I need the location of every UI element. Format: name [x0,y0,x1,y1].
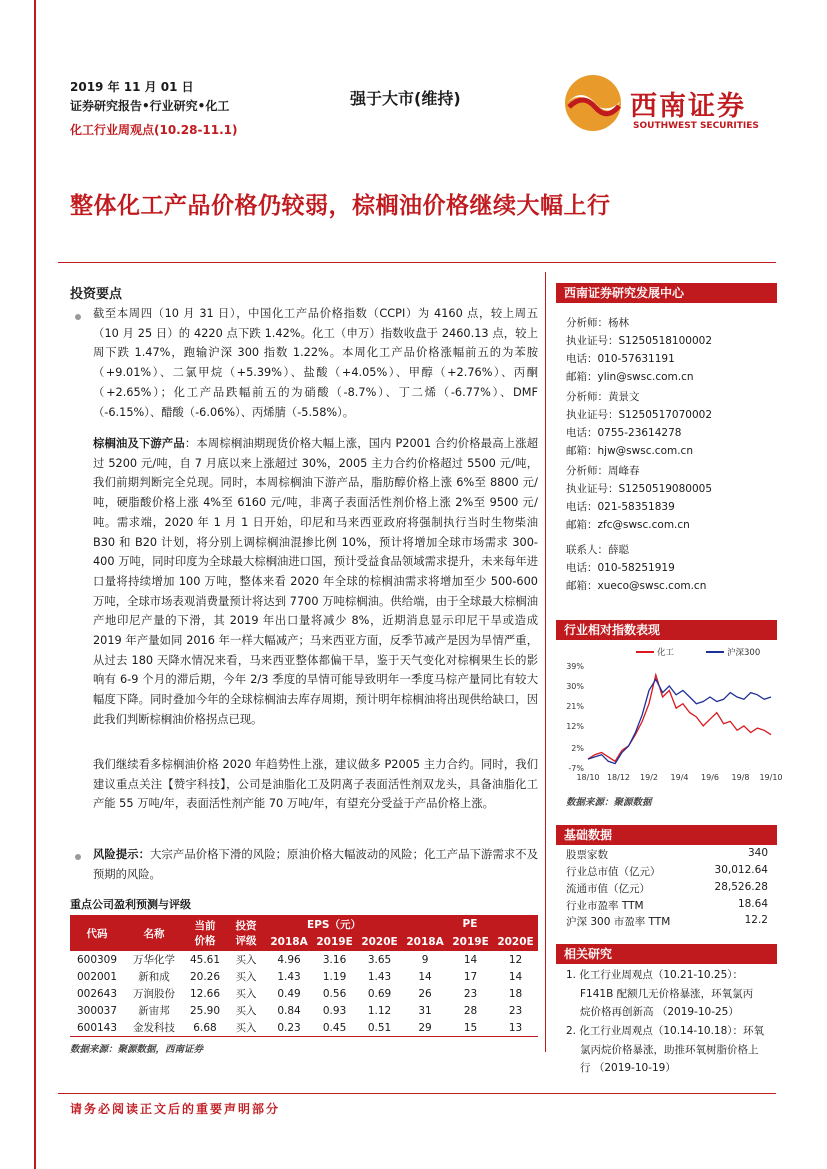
th-year: 2018A [402,933,448,951]
th-year: 2020E [357,933,402,951]
forecast-table [70,915,538,1037]
left-margin-rule [34,0,36,1169]
risk-lead: 风险提示： [93,848,151,861]
analyst-license: 执业证号：S1250519080005 [566,483,713,495]
table-row: 600309 万华化学 45.61 买入 4.96 3.16 3.65 9 14 12 [76,953,523,966]
rating: 强于大市(维持) [350,89,461,108]
x-tick-label: 19/8 [731,773,750,782]
risk-paragraph [93,845,538,884]
th-year: 2020E [493,933,538,951]
report-category: 证券研究报告•行业研究•化工 [70,99,230,113]
analyst-email[interactable]: 邮箱：hjw@swsc.com.cn [566,445,693,457]
analyst-name: 分析师：杨林 [566,317,629,329]
analyst-email[interactable]: 邮箱：ylin@swsc.com.cn [566,371,694,383]
risk-text: 大宗产品价格下滑的风险；原油价格大幅波动的风险；化工产品下游需求不及预期的风险。 [93,848,538,881]
th-year: 2019E [312,933,357,951]
footer-divider [58,1093,776,1094]
th-year: 2018A [266,933,312,951]
palm-oil-paragraph [93,434,538,730]
section-title: 投资要点 [70,287,123,302]
y-tick-label: 30% [566,681,584,691]
logo-text-en: SOUTHWEST SECURITIES [633,121,759,131]
chart-source: 数据来源：聚源数据 [566,797,652,808]
series-line [588,679,771,763]
report-title: 整体化工产品价格仍较弱，棕榈油价格继续大幅上行 [70,193,611,219]
summary-paragraph: 截至本周四（10 月 31 日），中国化工产品价格指数（CCPI）为 4160 点，较上周五（10 月 25 日）的 4220 点下跌 1.42%。化工（申万）指数收盘于 2460.13 点，较上周下跌 1.47%，跑输沪深 300 指数 1.22%。本周化工产品价格涨幅前五的为苯胺（+9.01%）、二氯甲烷（+5.39%）、盐酸（+4.05%）、甲醇（+2.76%）、丙酮（+2.65%）；化工产品跌幅前五的为硝酸（-8.7%）、丁二烯（-6.77%）、DMF（-6.15%）、醋酸（-6.06%）、丙烯腈（-5.58%）。 [93,307,538,419]
th-eps: EPS（元） [266,915,402,933]
analyst-name: 分析师：黄景文 [566,391,640,403]
analyst-license: 执业证号：S1250517070002 [566,409,713,421]
y-tick-label: 39% [566,662,584,671]
x-tick-label: 19/4 [670,773,689,782]
th-name: 名称 [124,915,184,951]
analyst-email[interactable]: 邮箱：zfc@swsc.com.cn [566,519,690,531]
x-tick-label: 18/10 [576,773,600,782]
y-tick-label: -7% [568,764,584,773]
table-row: 300037 新宙邦 25.90 买入 0.84 0.93 1.12 31 28 23 [76,1004,523,1017]
th-pe: PE [402,915,538,933]
analyst-phone: 电话：0755-23614278 [566,427,682,439]
contact-name: 联系人：薛聪 [566,544,629,556]
analyst-phone: 电话：021-58351839 [566,501,675,513]
table-row: 002001 新和成 20.26 买入 1.43 1.19 1.43 14 17 14 [76,970,523,983]
y-tick-label: 21% [566,701,584,711]
basic-row: 股票家数 340 [566,847,768,861]
basic-data-bar: 基础数据 [556,825,777,845]
legend-label: 化工 [657,648,675,658]
basic-row: 行业市盈率 TTM 18.64 [566,898,768,912]
analyst-license: 执业证号：S1250518100002 [566,335,713,347]
report-series: 化工行业周观点(10.28-11.1) [70,123,238,137]
th-year: 2019E [448,933,493,951]
related-research-bar: 相关研究 [556,944,777,964]
x-tick-label: 19/2 [640,773,658,782]
logo-text-cn: 西南证券 [630,91,746,122]
basic-row: 流通市值（亿元） 28,526.28 [566,881,768,895]
th-code: 代码 [70,915,124,951]
palm-oil-lead: 棕榈油及下游产品 [93,437,185,450]
table-row: 002643 万润股份 12.66 买入 0.49 0.56 0.69 26 23 18 [76,987,523,1000]
y-tick-label: 12% [566,721,584,731]
recommendation-paragraph: 我们继续看多棕榈油价格 2020 年趋势性上涨，建议做多 P2005 主力合约。同时，我们建议重点关注【赞宇科技】，公司是油脂化工及阴离子表面活性剂双龙头，具备油脂化工产能 55 万吨/年，表面活性剂产能 70 万吨/年，有望充分受益于产品价格上涨。 [93,758,538,811]
x-tick-label: 19/10 [759,773,783,782]
series-line [588,675,771,761]
relative-index-chart [556,642,783,784]
table-row: 600143 金发科技 6.68 买入 0.23 0.45 0.51 29 15 13 [70,1019,538,1037]
analyst-phone: 电话：010-57631191 [566,353,675,365]
bullet-icon [75,314,81,320]
x-tick-label: 19/6 [701,773,719,782]
bullet-icon [75,854,81,860]
research-center-bar: 西南证券研究发展中心 [556,283,777,303]
column-divider [545,272,546,1052]
report-date: 2019 年 11 月 01 日 [70,80,194,94]
table-source: 数据来源：聚源数据，西南证券 [70,1044,204,1055]
y-tick-label: 2% [571,744,584,754]
basic-row: 沪深 300 市盈率 TTM 12.2 [566,914,768,928]
header-divider [58,262,776,263]
th-rating: 投资 评级 [226,915,266,951]
related-item[interactable]: 1. 化工行业周观点（10.21-10.25）： F141B 配额几无价格暴涨，环氧氯丙 烷价格再创新高 （2019-10-25） [566,969,754,1018]
contact-email[interactable]: 邮箱：xueco@swsc.com.cn [566,580,707,592]
company-logo-icon [563,73,623,133]
th-price: 当前 价格 [184,915,226,951]
disclaimer-link[interactable]: 请务必阅读正文后的重要声明部分 [70,1102,281,1116]
related-item[interactable]: 2. 化工行业周观点（10.14-10.18）：环氧 氯丙烷价格暴涨，助推环氧树脂价格上 行 （2019-10-19） [566,1025,765,1074]
palm-oil-text: ：本周棕榈油期现货价格大幅上涨，国内 P2001 合约价格最高上涨超过 5200 元/吨，自 7 月底以来上涨超过 30%，2005 主力合约价格超过 5500 元/吨，我们前期判断完全兑现。同时，本周棕榈油下游产品，脂肪醇价格上涨 6%至 8800 元/吨，硬脂酸价格上涨 4%至 6160 元/吨，非离子表面活性剂价格上涨 2%至 9500 元/吨。需求端，2020 年 1 月 1 日开始，印尼和马来西亚政府将强制执行当时生物柴油 B30 和 B20 计划，将分别上调棕榈油混掺比例 10%，预计将增加全球市场需求 300-400 万吨，同时印度为全球最大棕榈油进口国，预计受益食品领域需求提升，未来每年进口量将持续增加 100 万吨，整体来看 2020 年全球的棕榈油需求将增加至少 500-600 万吨，全球市场表观消费量预计将达到 7700 万吨棕榈油。供给端，由于全球最大棕榈油产地印尼产量的下滑，其 2019 年出口量将减少 8%，近期消息显示印尼干旱或造成 2019 年产量如同 2016 年一样大幅减产；马来西亚方面，反季节减产是因为旱情严重，从过去 180 天降水情况来看，马来西亚整体都偏干旱，鉴于天气变化对棕榈果生长的影响有 6-9 个月的滞后期，今年 2/3 季度的旱情可能导致明年一季度马棕产量同比有较大幅度下降。同时叠加今年的全球棕榈油去库存周期，预计明年棕榈油将出现供给缺口，因此我们判断棕榈油价格拐点已现。 [93,437,538,726]
chart-title-bar: 行业相对指数表现 [556,620,777,640]
legend-label: 沪深300 [727,648,761,658]
analyst-name: 分析师：周峰春 [566,465,640,477]
table-title: 重点公司盈利预测与评级 [70,898,191,911]
x-tick-label: 18/12 [606,773,631,782]
contact-phone: 电话：010-58251919 [566,562,675,574]
basic-row: 行业总市值（亿元） 30,012.64 [566,864,768,878]
